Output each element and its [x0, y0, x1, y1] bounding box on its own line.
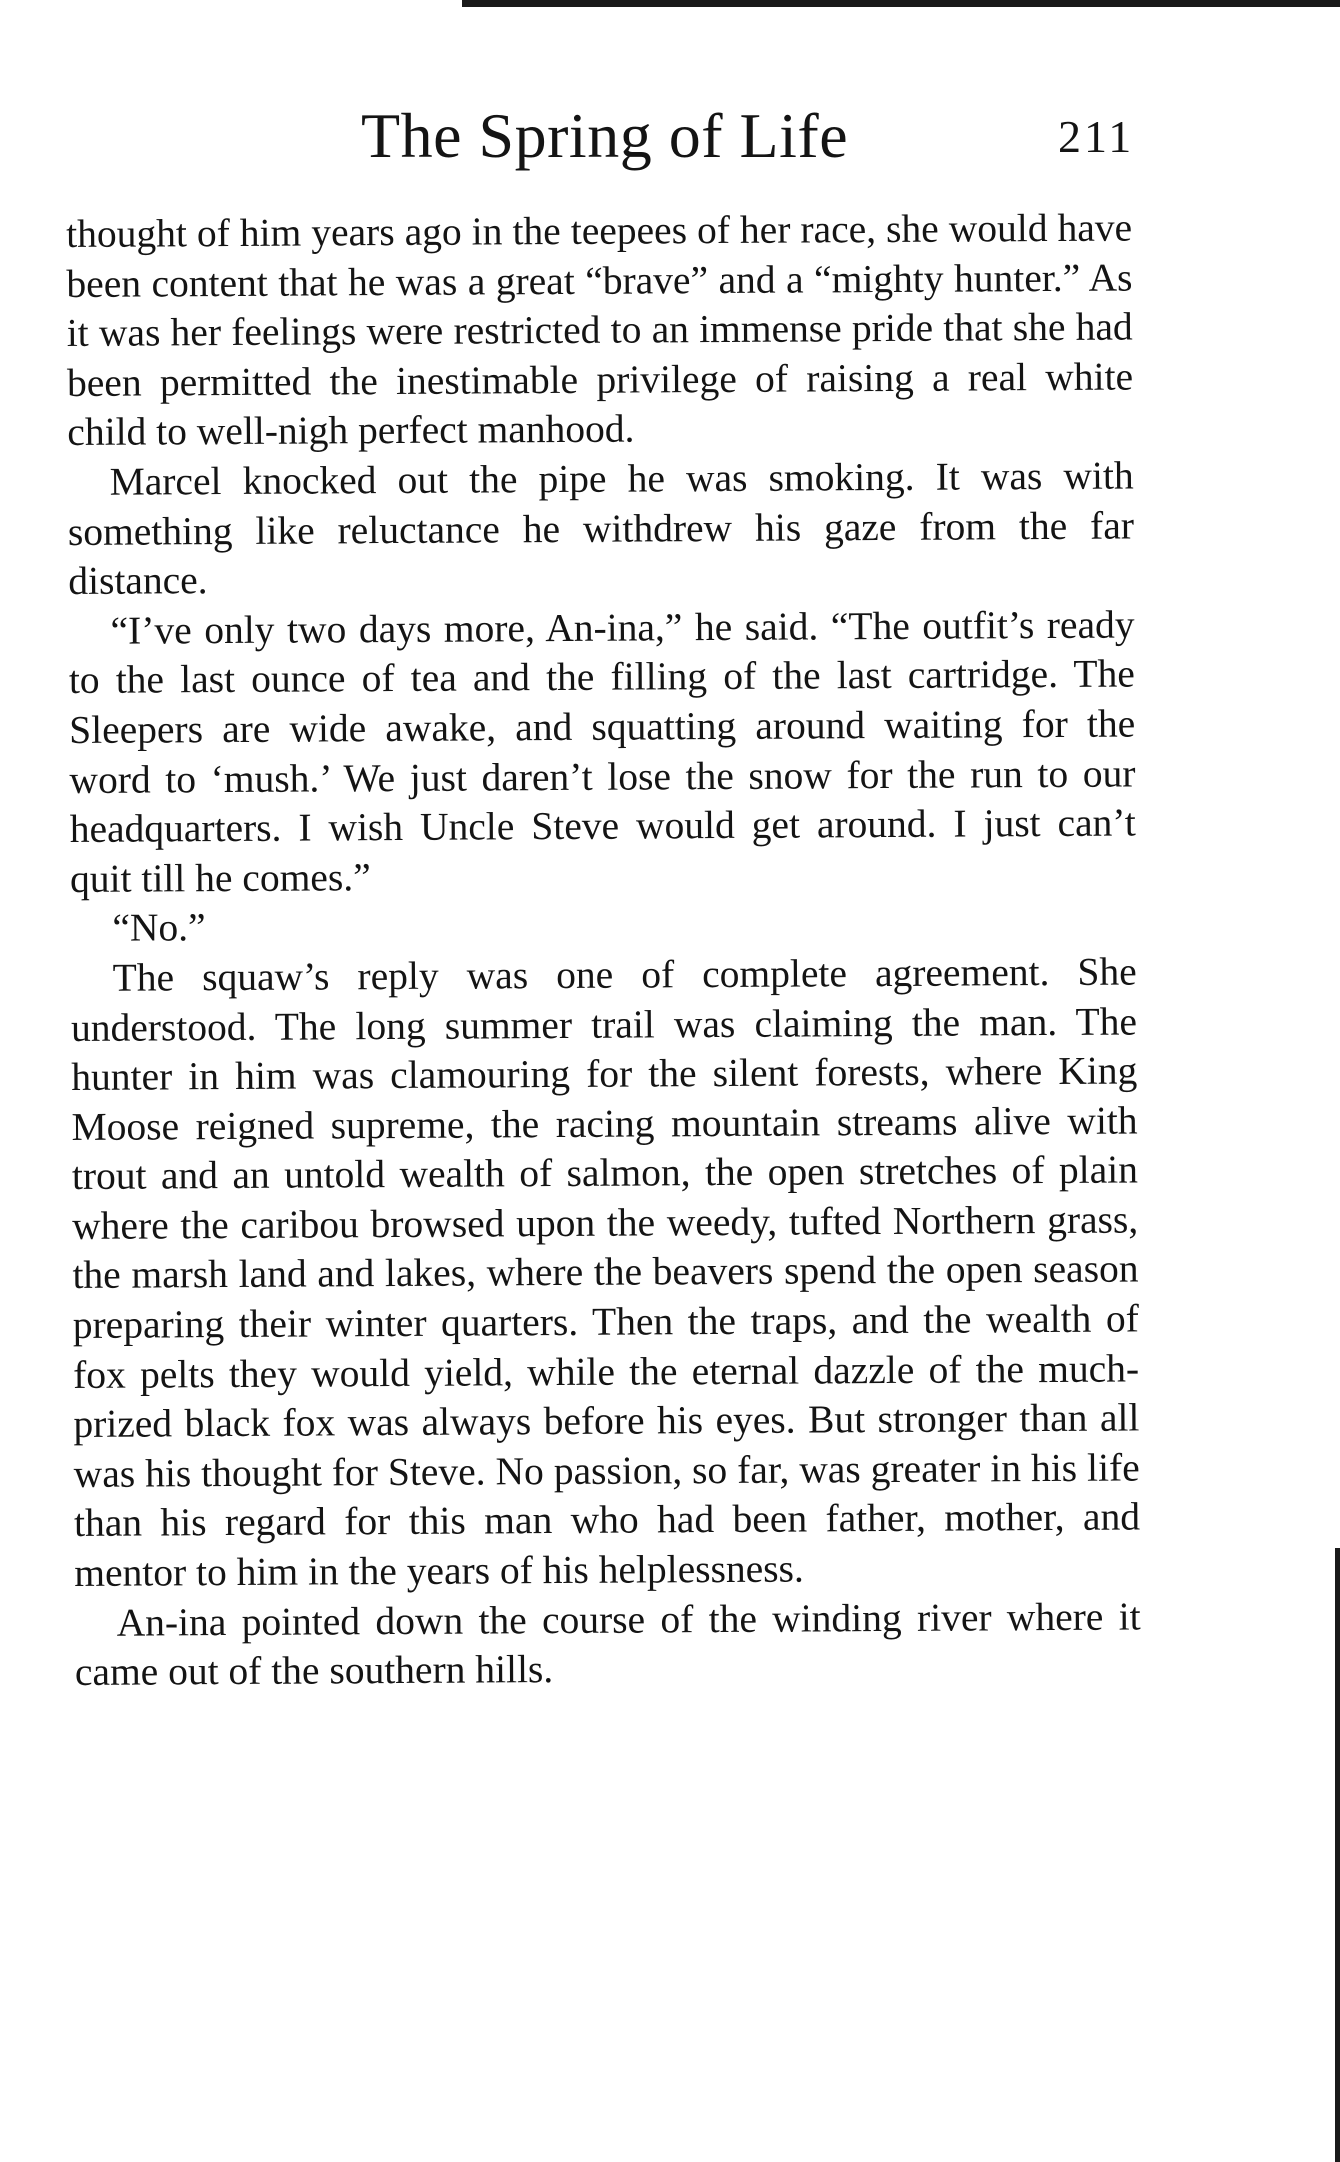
right-edge-rule — [1335, 1548, 1340, 2162]
running-head — [0, 96, 1340, 176]
paragraph: thought of him years ago in the teepees of her race, she would have been content that he was a great “brave” and a “mighty hunter.” As it was her feelings were restricted to an immense pride that she had been permitted the inestimable privilege of raising a real white child to well-nigh perfect manhood. — [66, 205, 1134, 455]
paragraph: An-ina pointed down the course of the winding river where it came out of the southern hills. — [74, 1594, 1141, 1695]
top-edge-rule — [462, 0, 1340, 7]
paragraph: Marcel knocked out the pipe he was smoking. It was with something like reluctance he withdrew his gaze from the far distance. — [67, 453, 1135, 604]
paragraph: The squaw’s reply was one of complete agreement. She understood. The long summer trail was claiming the man. The hunter in him was clamouring for the silent forests, where King Moose reigned supreme, the racing mountain streams alive with trout and an untold wealth of salmon, the open stretches of plain where the caribou browsed upon the weedy, tufted Northern grass, the marsh land and lakes, where the beavers spend the open season preparing their winter quarters. Then the traps, and the wealth of fox pelts they would yield, while the eternal dazzle of the much-prized black fox was always before his eyes. But stronger than all was his thought for Steve. No passion, so far, was greater in his life than his regard for this man who had been father, mother, and mentor to him in the years of his helplessness. — [70, 949, 1141, 1596]
paragraph: “I’ve only two days more, An-ina,” he said. “The outfit’s ready to the last ounce of tea and the filling of the last cartridge. The Sleepers are wide awake, and squatting around waiting for the word to ‘mush.’ We just daren’t lose the snow for the run to our headquarters. I wish Uncle Steve would get around. I just can’t quit till he comes.” — [68, 602, 1136, 901]
paragraph: “No.” — [112, 905, 206, 951]
page-number: 211 — [1058, 111, 1135, 162]
page-body — [66, 203, 1141, 1697]
running-title: The Spring of Life — [361, 100, 849, 171]
